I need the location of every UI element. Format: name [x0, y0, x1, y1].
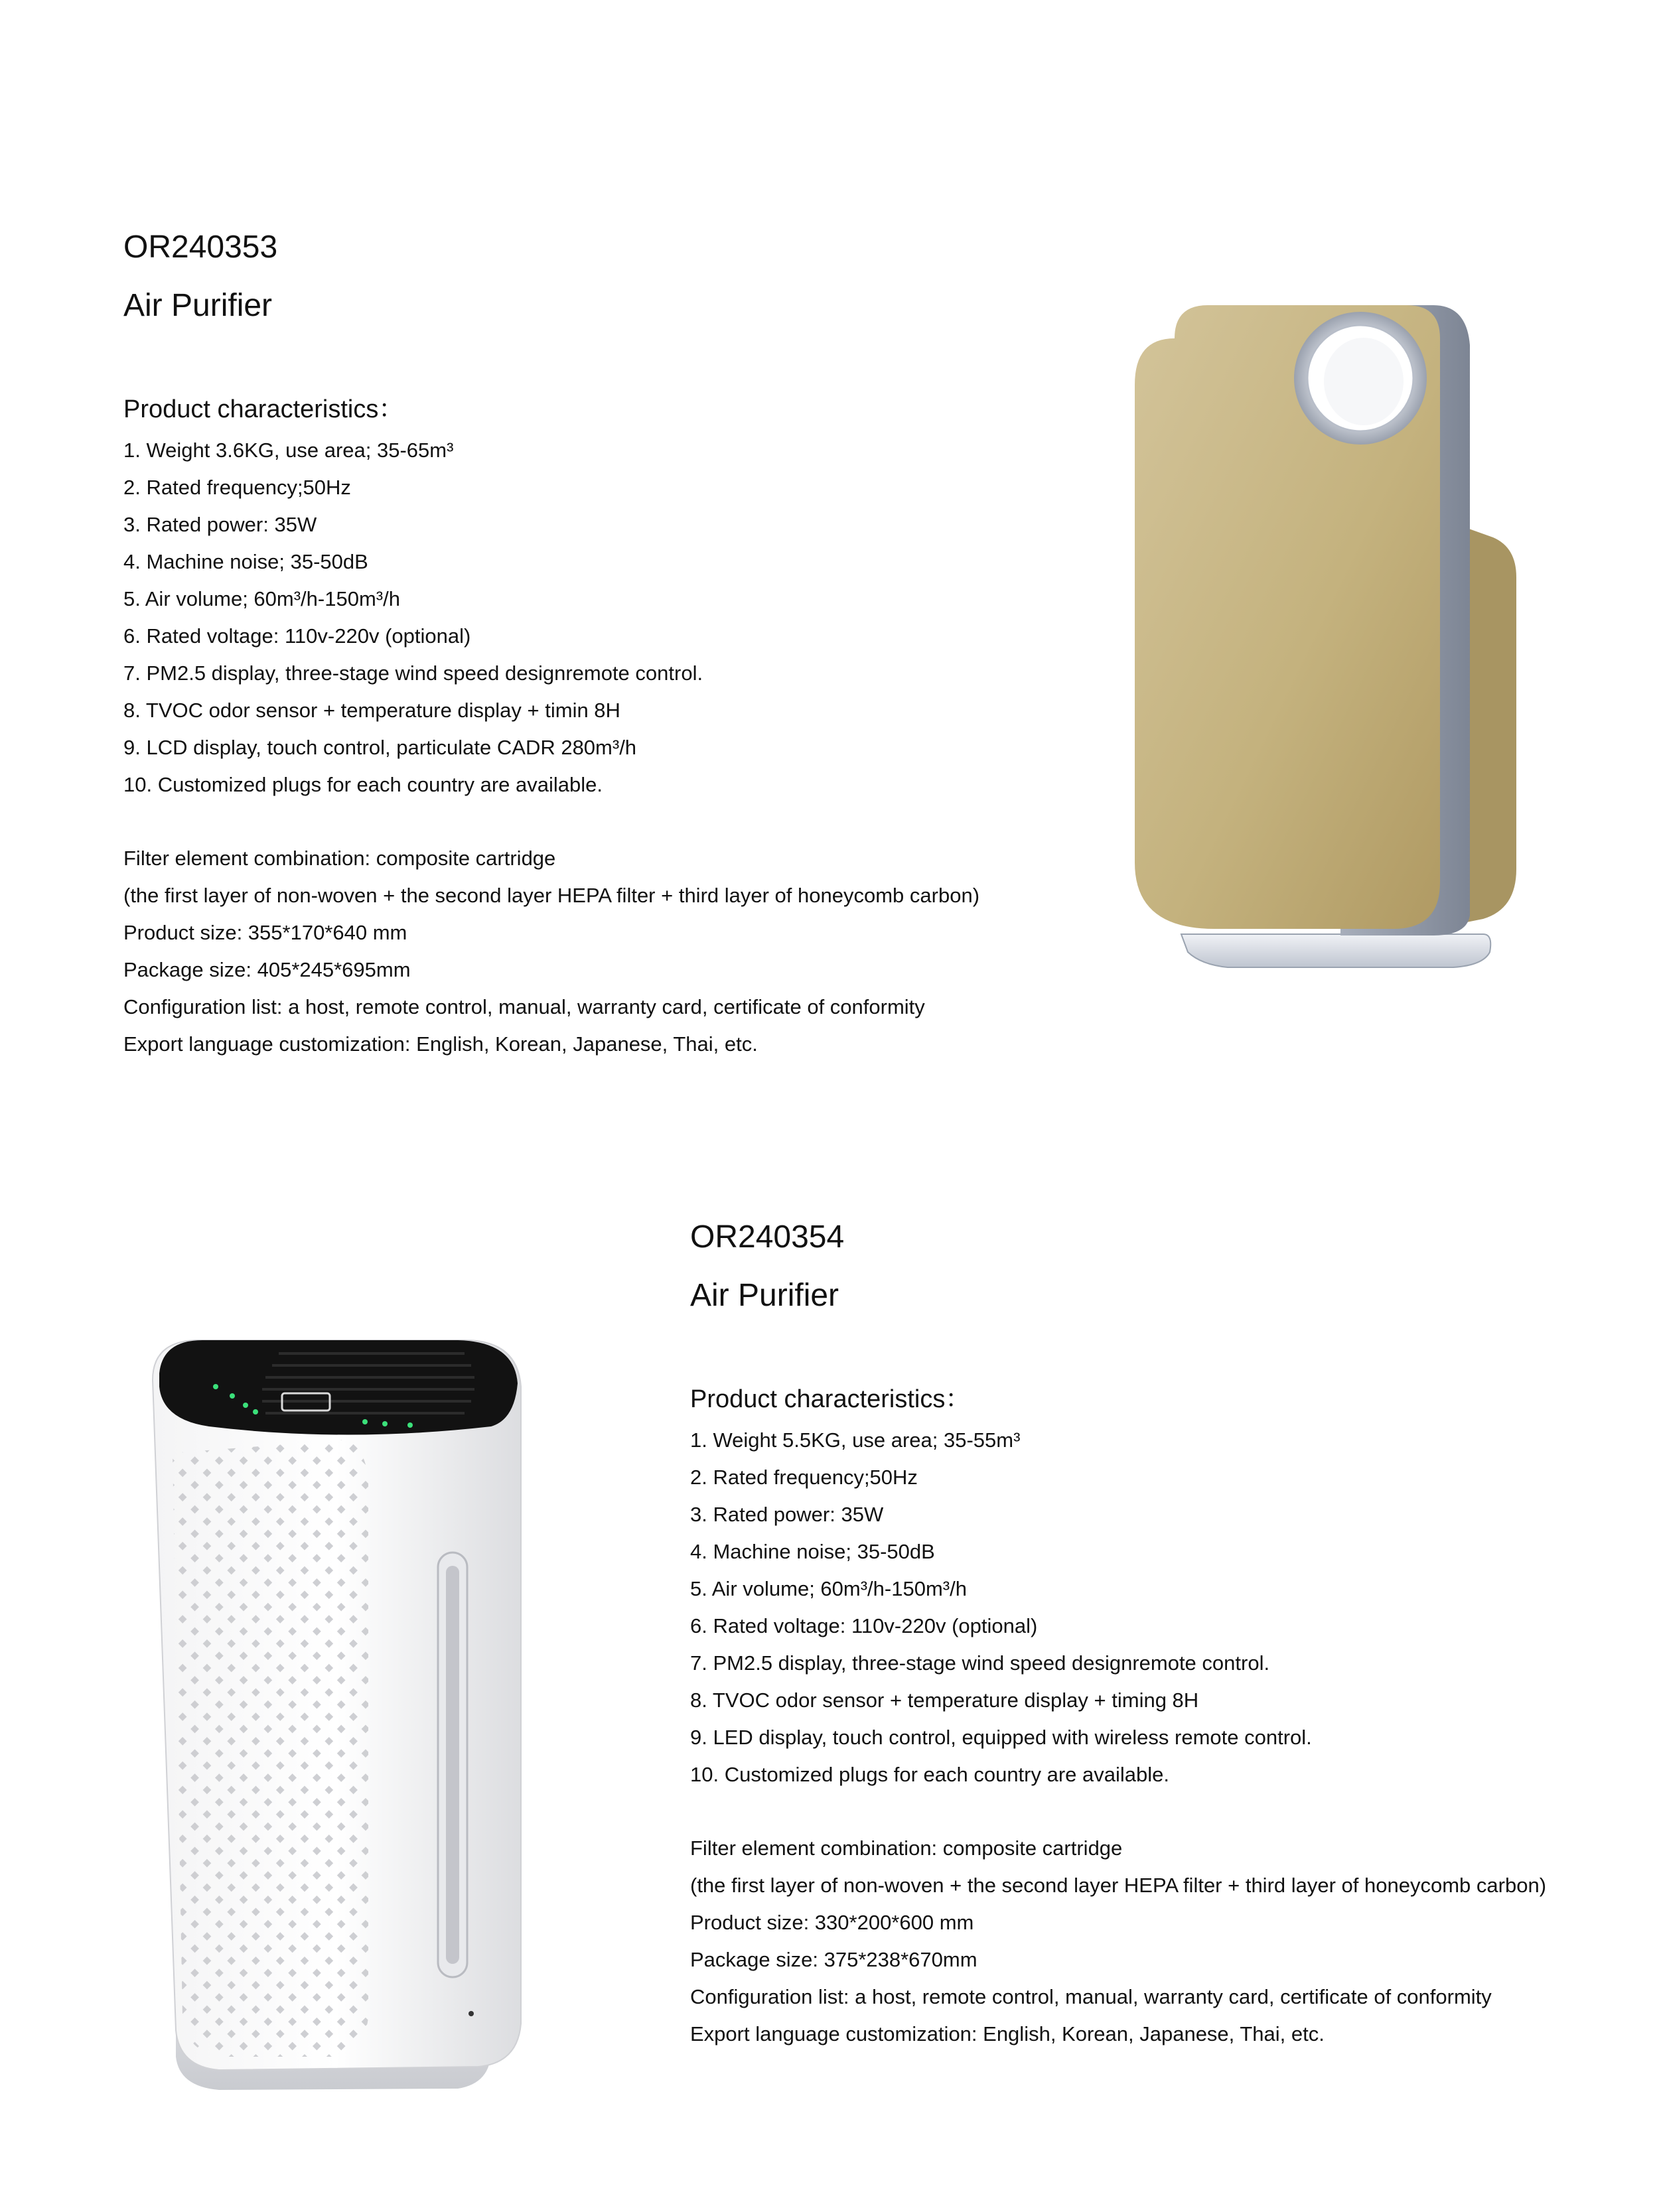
characteristic-item: 2. Rated frequency;50Hz — [690, 1466, 918, 1489]
detail-filter: Filter element combination: composite cartridge — [690, 1836, 1123, 1860]
characteristics-list — [123, 438, 1119, 797]
detail-product-size: Product size: 355*170*640 mm — [123, 921, 407, 944]
product-image-or240354 — [146, 1327, 544, 2110]
characteristic-item: 2. Rated frequency;50Hz — [123, 476, 351, 499]
characteristic-item: 3. Rated power: 35W — [690, 1503, 884, 1526]
product-name: Air Purifier — [690, 1278, 839, 1313]
detail-export-language: Export language customization: English, Korean, Japanese, Thai, etc. — [690, 2022, 1325, 2045]
detail-package-size: Package size: 375*238*670mm — [690, 1948, 977, 1971]
detail-product-size: Product size: 330*200*600 mm — [690, 1911, 974, 1934]
product-code: OR240353 — [123, 230, 278, 265]
characteristic-item: 8. TVOC odor sensor + temperature display + timin 8H — [123, 699, 620, 722]
characteristic-item: 8. TVOC odor sensor + temperature display + timing 8H — [690, 1689, 1199, 1712]
characteristic-item: 1. Weight 3.6KG, use area; 35-65m³ — [123, 439, 454, 462]
product-or240353 — [123, 228, 1119, 1056]
characteristic-item: 4. Machine noise; 35-50dB — [690, 1540, 935, 1563]
characteristic-item: 6. Rated voltage: 110v-220v (optional) — [123, 624, 471, 648]
characteristics-heading: Product characteristics： — [690, 1385, 971, 1413]
product-details — [123, 846, 1119, 1056]
detail-filter-layers: (the first layer of non-woven + the second layer HEPA filter + third layer of honeycomb carbon) — [690, 1874, 1547, 1897]
characteristic-item: 10. Customized plugs for each country are available. — [123, 773, 603, 796]
product-name: Air Purifier — [123, 288, 273, 323]
characteristic-item: 7. PM2.5 display, three-stage wind speed designremote control. — [123, 661, 703, 685]
characteristic-item: 3. Rated power: 35W — [123, 513, 317, 536]
product-code: OR240354 — [690, 1219, 845, 1255]
product-details — [690, 1836, 1652, 2046]
detail-export-language: Export language customization: English, Korean, Japanese, Thai, etc. — [123, 1032, 758, 1056]
product-image-or240353 — [1121, 299, 1520, 1002]
characteristic-item: 6. Rated voltage: 110v-220v (optional) — [690, 1614, 1038, 1637]
characteristics-heading: Product characteristics： — [123, 395, 404, 423]
characteristics-list — [690, 1428, 1652, 1787]
characteristic-item: 5. Air volume; 60m³/h-150m³/h — [690, 1577, 967, 1600]
detail-package-size: Package size: 405*245*695mm — [123, 958, 411, 981]
detail-filter-layers: (the first layer of non-woven + the second layer HEPA filter + third layer of honeycomb carbon) — [123, 884, 980, 907]
detail-configuration: Configuration list: a host, remote control, manual, warranty card, certificate of conformity — [123, 995, 925, 1018]
product-or240354 — [690, 1218, 1652, 2046]
white-air-purifier-illustration — [146, 1327, 544, 2110]
characteristic-item: 5. Air volume; 60m³/h-150m³/h — [123, 587, 400, 610]
characteristic-item: 1. Weight 5.5KG, use area; 35-55m³ — [690, 1428, 1021, 1452]
detail-filter: Filter element combination: composite cartridge — [123, 847, 556, 870]
characteristic-item: 10. Customized plugs for each country are available. — [690, 1763, 1170, 1786]
characteristic-item: 4. Machine noise; 35-50dB — [123, 550, 368, 573]
characteristic-item: 7. PM2.5 display, three-stage wind speed designremote control. — [690, 1651, 1270, 1675]
detail-configuration: Configuration list: a host, remote control, manual, warranty card, certificate of conformity — [690, 1985, 1492, 2008]
gold-air-purifier-illustration — [1121, 299, 1520, 1002]
characteristic-item: 9. LED display, touch control, equipped with wireless remote control. — [690, 1726, 1312, 1749]
characteristic-item: 9. LCD display, touch control, particulate CADR 280m³/h — [123, 736, 637, 759]
